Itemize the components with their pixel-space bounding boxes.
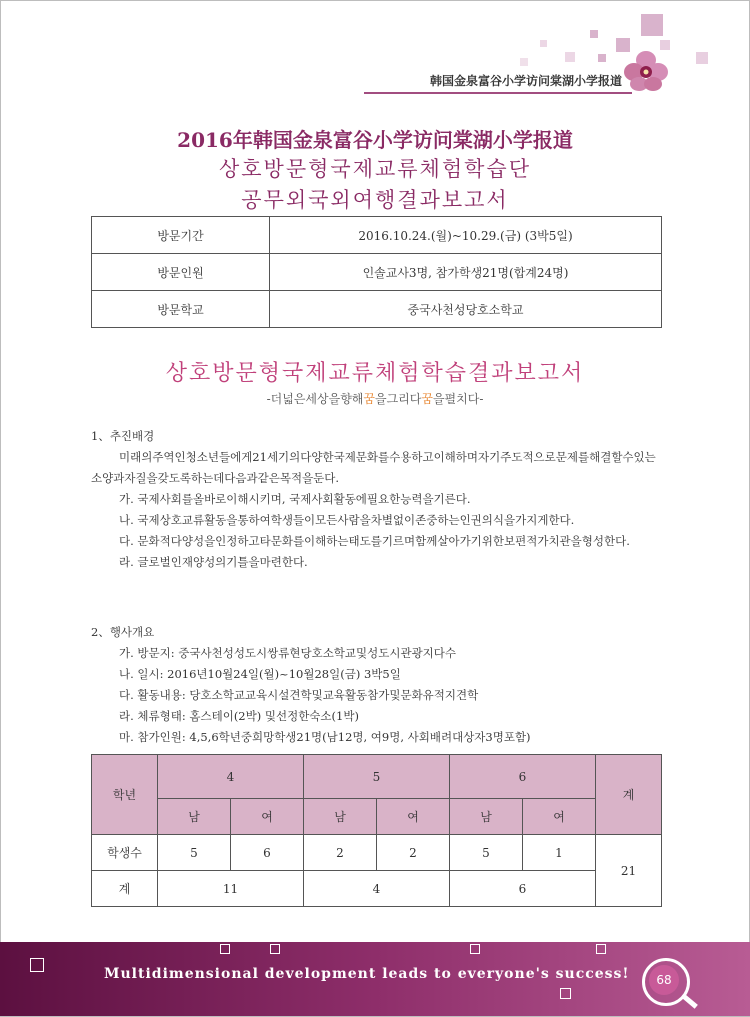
count-cell: 5: [450, 835, 523, 871]
count-cell: 5: [158, 835, 231, 871]
table-cell-value: 인솔교사3명, 참가학생21명(합계24명): [270, 254, 662, 291]
male-header: 남: [450, 799, 523, 835]
list-item: 라. 체류형태: 홈스테이(2박) 및선정한숙소(1박): [119, 709, 359, 723]
table-row: [92, 871, 662, 907]
subtitle-part: 을그리다: [374, 392, 422, 406]
list-item: 다. 활동내용: 당호소학교교육시설견학및교육활동참가및문화유적지견학: [119, 688, 479, 702]
section-background: [91, 426, 666, 573]
table-cell-key: 방문인원: [92, 254, 270, 291]
section-heading: 2、행사개요: [91, 625, 155, 639]
count-cell: 1: [523, 835, 596, 871]
subtitle-part: -더넓은세상을향해: [266, 392, 364, 406]
students-label: 학생수: [92, 835, 158, 871]
subtitle-part: 을펼치다-: [432, 392, 484, 406]
table-cell-value: 중국사천성당호소학교: [270, 291, 662, 328]
list-item: 가. 국제사회를올바로이해시키며, 국제사회활동에필요한능력을기른다.: [119, 492, 471, 506]
total-header: 계: [596, 755, 662, 835]
visit-info-table: [91, 216, 662, 328]
report-subtitle: [0, 390, 750, 407]
flower-icon: [622, 50, 670, 92]
list-item: 나. 일시: 2016년10월24일(월)~10월28일(금) 3박5일: [119, 667, 401, 681]
count-cell: 2: [304, 835, 377, 871]
grand-total-cell: 21: [596, 835, 662, 907]
page-title-korean-line1: 상호방문형국제교류체험학습단: [218, 157, 531, 181]
female-header: 여: [231, 799, 304, 835]
table-cell-value: 2016.10.24.(월)~10.29.(금) (3박5일): [270, 217, 662, 254]
table-row: [92, 291, 662, 328]
table-row: [92, 799, 662, 835]
footer-slogan: Multidimensional development leads to everyone's success!: [104, 966, 630, 982]
report-title: 상호방문형국제교류체험학습결과보고서: [165, 361, 585, 386]
subtitle-highlight: 꿈: [363, 392, 375, 406]
table-row: [92, 254, 662, 291]
female-header: 여: [523, 799, 596, 835]
grade-6-header: 6: [450, 755, 596, 799]
table-cell-key: 방문학교: [92, 291, 270, 328]
table-cell-key: 방문기간: [92, 217, 270, 254]
list-item: 가. 방문지: 중국사천성성도시쌍류현당호소학교및성도시관광지다수: [119, 646, 456, 660]
male-header: 남: [158, 799, 231, 835]
grade-5-header: 5: [304, 755, 450, 799]
grade-sum-cell: 11: [158, 871, 304, 907]
female-header: 여: [377, 799, 450, 835]
page-number: 68: [649, 965, 679, 995]
grade-header: 학년: [92, 755, 158, 835]
sum-label: 계: [92, 871, 158, 907]
section-heading: 1、추진배경: [91, 429, 155, 443]
participant-table: [91, 754, 662, 907]
table-row: [92, 755, 662, 799]
page-title-korean-line2: 공무외국외여행결과보고서: [241, 188, 509, 212]
section-overview: [91, 622, 666, 748]
list-item: 라. 글로벌인재양성의기틀을마련한다.: [119, 555, 308, 569]
grade-4-header: 4: [158, 755, 304, 799]
section-paragraph: 미래의주역인청소년들에게21세기의다양한국제문화를수용하고이해하며자기주도적으로문제를해결할수있는소양과자질을갖도록하는데다음과같은목적을둔다.: [91, 450, 656, 485]
male-header: 남: [304, 799, 377, 835]
page-title-chinese: 2016年韩国金泉富谷小学访问棠湖小学报道: [177, 128, 573, 152]
subtitle-highlight: 꿈: [421, 392, 433, 406]
count-cell: 6: [231, 835, 304, 871]
table-row: [92, 217, 662, 254]
table-row: [92, 835, 662, 871]
grade-sum-cell: 6: [450, 871, 596, 907]
list-item: 다. 문화적다양성을인정하고타문화를이해하는태도를기르며함께살아가기위한보편적가치관을형성한다.: [119, 534, 630, 548]
grade-sum-cell: 4: [304, 871, 450, 907]
list-item: 나. 국제상호교류활동을통하여학생들이모든사람을차별없이존중하는인권의식을가지게한다.: [119, 513, 575, 527]
count-cell: 2: [377, 835, 450, 871]
list-item: 마. 참가인원: 4,5,6학년중희망학생21명(남12명, 여9명, 사회배려대상자3명포함): [119, 730, 531, 744]
header-title: 韩国金泉富谷小学访问棠湖小学报道: [364, 68, 632, 94]
